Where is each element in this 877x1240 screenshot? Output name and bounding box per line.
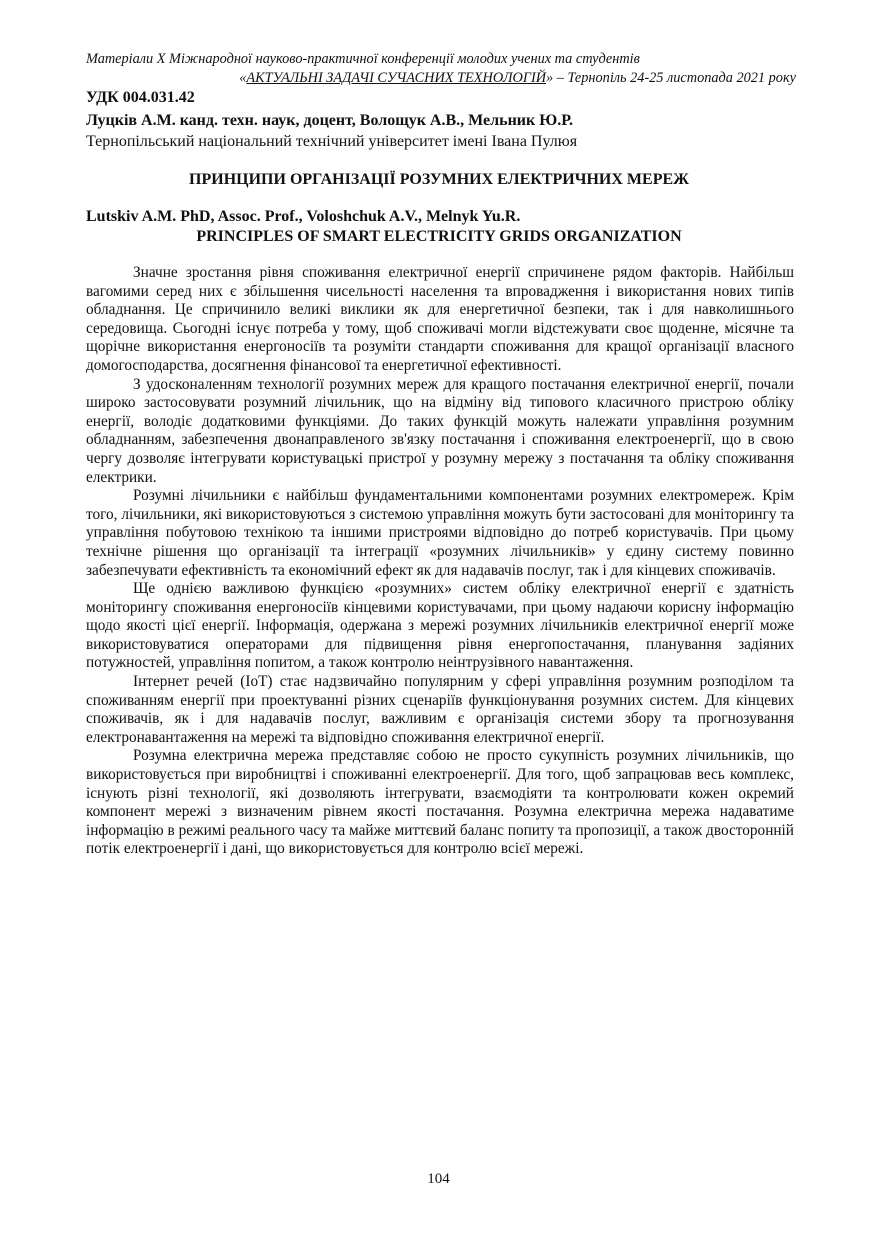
conference-title: АКТУАЛЬНІ ЗАДАЧІ СУЧАСНИХ ТЕХНОЛОГІЙ: [246, 70, 547, 86]
paragraph: З удосконаленням технології розумних мереж для кращого постачання електричної енергії, почали широко застосовувати розумний лічильник, що на відміну від типового класичного пристрою обліку енергії, володіє додатковими функціями. До таких функцій можуть належати управління розумним обладнанням, забезпечення двонаправленого зв'язку постачання і споживання електроенергії, що в свою чергу дозволяє інтегрувати користувацькі пристрої у розумну мережу з постачання та обліку споживання електрики.: [86, 375, 794, 486]
udk-code: УДК 004.031.42: [86, 89, 195, 106]
conference-header-line2: [86, 69, 796, 88]
conference-header: [86, 50, 796, 88]
page-number: 104: [427, 1171, 450, 1187]
authors-ukrainian: Луцків А.М. канд. техн. наук, доцент, Волощук А.В., Мельник Ю.Р.: [86, 112, 574, 129]
conference-location-date: – Тернопіль 24-25 листопада 2021 року: [553, 70, 796, 86]
conference-quote-close: »: [546, 70, 554, 86]
paragraph: Розумна електрична мережа представляє собою не просто сукупність розумних лічильників, що використовується при виробництві і споживанні електроенергії. Для того, щоб запрацював весь комплекс, існують різні технології, які дозволяють інтегрувати, взаємодіяти та контролювати кожен окремий компонент мережі з визначеним рівнем якості постачання. Розумна електрична мережа надаватиме інформацію в режимі реального часу та майже миттєвий баланс попиту та пропозиції, а також двосторонній потік електроенергії і дані, що використовується для контролю всієї мережі.: [86, 747, 794, 858]
paragraph: Розумні лічильники є найбільш фундаментальними компонентами розумних електромереж. Крім того, лічильники, які використовуються з системою управління можуть бути застосовані для моніторингу та управління побутовою технікою та іншими пристроями відповідно до потреб користувачів. При цьому технічне рішення що організації та інтеграції «розумних лічильників» у єдину систему повинно забезпечувати ефективність та економічний ефект як для надавачів послуг, так і для кінцевих споживачів.: [86, 487, 794, 579]
title-english: PRINCIPLES OF SMART ELECTRICITY GRIDS ORGANIZATION: [196, 228, 682, 245]
authors-english: Lutskiv A.M. PhD, Assoc. Prof., Voloshchuk A.V., Melnyk Yu.R.: [86, 208, 521, 225]
title-ukrainian: ПРИНЦИПИ ОРГАНІЗАЦІЇ РОЗУМНИХ ЕЛЕКТРИЧНИХ МЕРЕЖ: [189, 171, 689, 188]
article-body: [86, 264, 794, 859]
conference-header-line1: Матеріали Х Міжнародної науково-практичної конференції молодих учених та студентів: [86, 51, 640, 67]
paragraph: Ще однією важливою функцією «розумних» систем обліку електричної енергії є здатність моніторингу споживання енергоносіїв кінцевими користувачами, при цьому надаючи корисну інформацію щодо якості цієї енергії. Інформація, одержана з мережі розумних лічильників електричної енергії може використовуватися операторами для підвищення рівня енергопостачання, планування задіяних потужностей, управління попитом, а також контролю неінтрузівного навантаження.: [86, 580, 794, 672]
paragraph: Інтернет речей (IoT) стає надзвичайно популярним у сфері управління розумним розподілом та споживанням енергії при проектуванні різних сценаріїв функціонування розумних систем. Для кінцевих споживачів, як і для надавачів послуг, важливим є організація системи збору та прогнозування електронавантаження на мережі та відповідно споживання електричної енергії.: [86, 673, 794, 746]
affiliation: Тернопільський національний технічний університет імені Івана Пулюя: [86, 133, 578, 150]
paragraph: Значне зростання рівня споживання електричної енергії спричинене рядом факторів. Найбільш вагомими серед них є збільшення чисельності населення та впровадження і використання нових типів обладнання. Це спричинило великі виклики як для енергетичної безпеки, так і для навколишнього середовища. Сьогодні існує потреба у тому, щоб споживачі могли відстежувати своє щоденне, місячне та щорічне використання енергоносіїв та розуміти стандарти споживання для кращої організації власного домогосподарства, досягнення фінансової та енергетичної ефективності.: [86, 264, 794, 374]
conference-quote-open: «: [239, 70, 247, 86]
